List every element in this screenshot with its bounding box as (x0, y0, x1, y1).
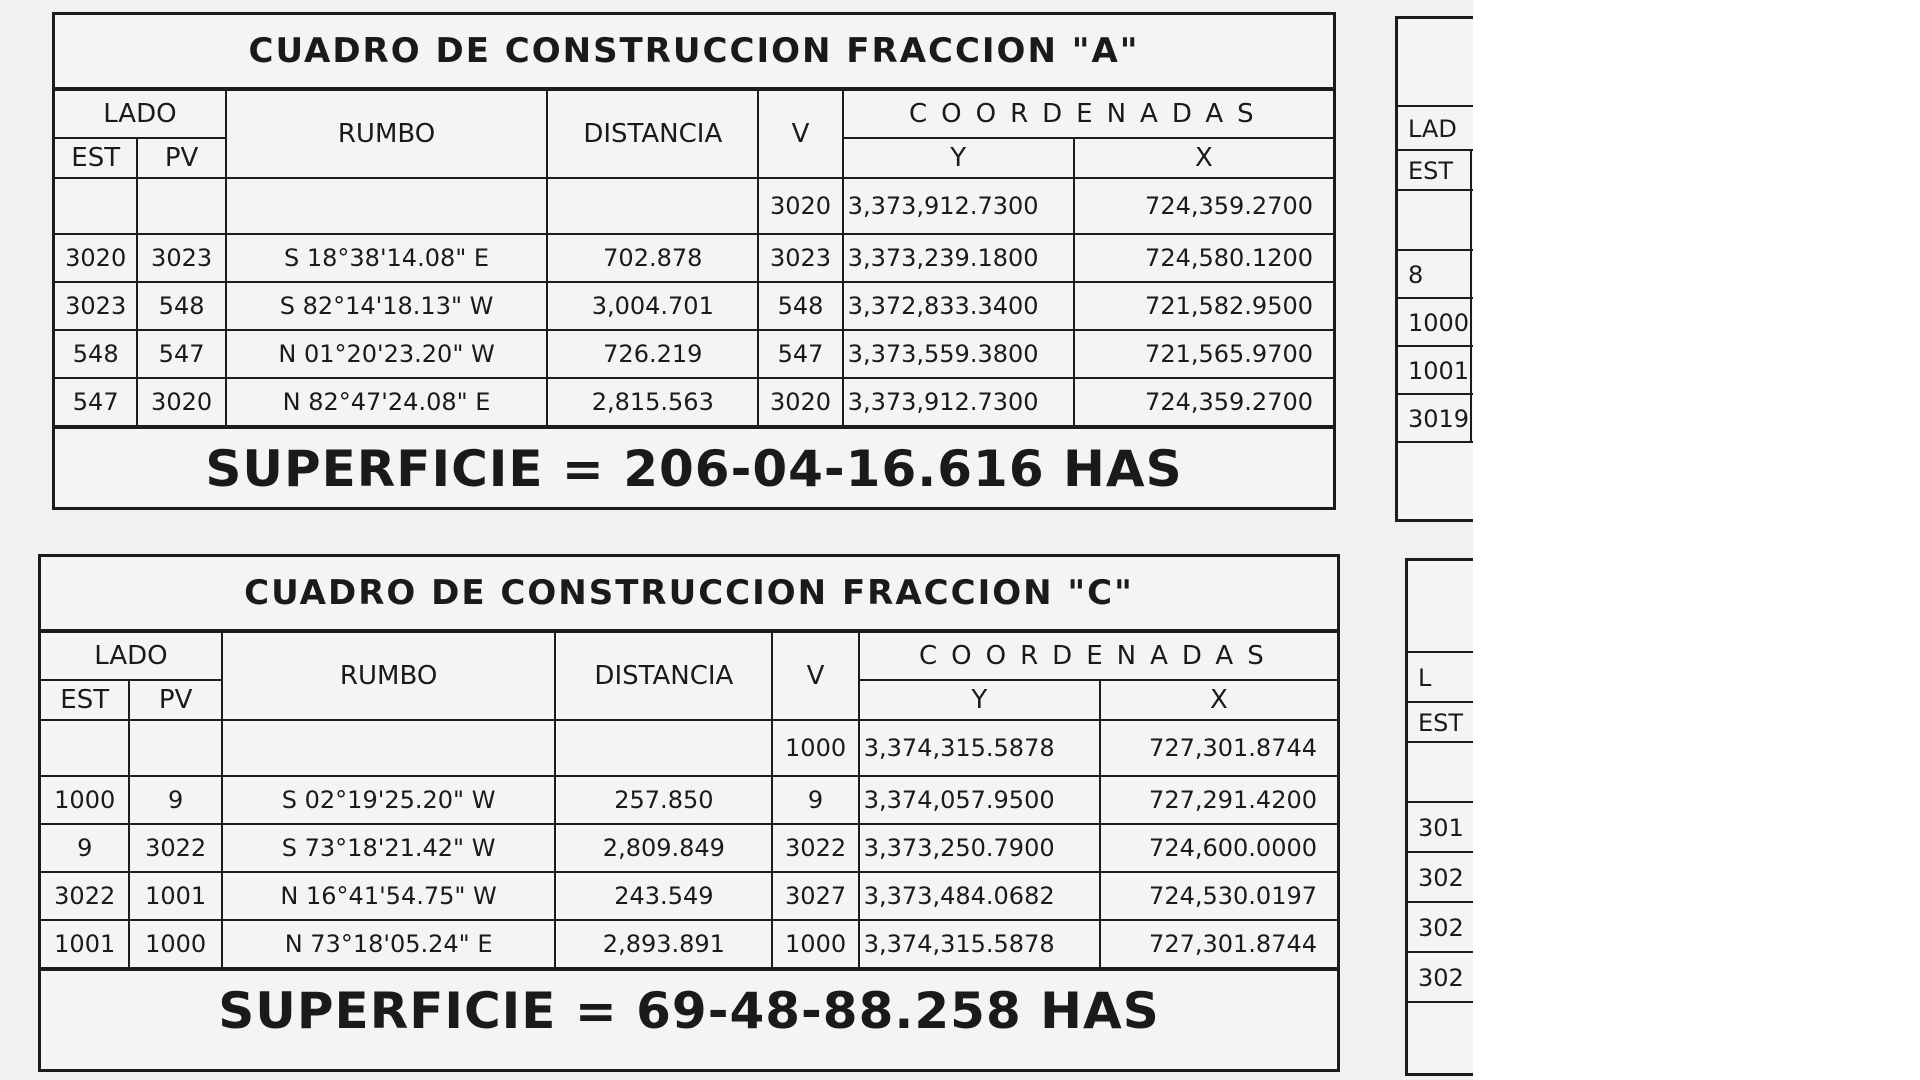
x-header: X (1074, 138, 1333, 178)
partial-row: 302 (1408, 901, 1473, 951)
y-cell: 3,373,912.7300 (843, 178, 1074, 234)
table-row (41, 824, 1337, 872)
partial-lado-header: L (1408, 651, 1473, 701)
x-cell: 721,582.9500 (1074, 282, 1333, 330)
y-cell: 3,373,239.1800 (843, 234, 1074, 282)
partial-row: 302 (1408, 951, 1473, 1001)
partial-est-header: EST (1398, 149, 1473, 189)
x-cell: 727,301.8744 (1100, 720, 1337, 776)
partial-row: 8 (1398, 249, 1473, 297)
v-cell: 3020 (758, 178, 842, 234)
coordenadas-header: COORDENADAS (843, 90, 1333, 138)
distancia-header: DISTANCIA (555, 632, 772, 720)
pv-cell: 547 (137, 330, 225, 378)
table-a-grid (55, 89, 1333, 427)
distancia-cell (547, 178, 758, 234)
pv-cell: 3023 (137, 234, 225, 282)
est-cell: 547 (55, 378, 137, 426)
rumbo-cell: S 73°18'21.42" W (222, 824, 556, 872)
partial-table-bottom (1405, 558, 1473, 1076)
x-cell: 724,580.1200 (1074, 234, 1333, 282)
pv-cell (137, 178, 225, 234)
x-cell: 724,530.0197 (1100, 872, 1337, 920)
coordenadas-header: COORDENADAS (859, 632, 1337, 680)
rumbo-cell: N 82°47'24.08" E (226, 378, 548, 426)
partial-row: 3019 (1398, 393, 1473, 441)
rumbo-cell: S 18°38'14.08" E (226, 234, 548, 282)
pv-cell (129, 720, 221, 776)
superficie-c: SUPERFICIE = 69-48-88.258 HAS (41, 969, 1337, 1051)
table-row (41, 920, 1337, 968)
distancia-cell: 2,815.563 (547, 378, 758, 426)
table-row (41, 776, 1337, 824)
distancia-cell: 702.878 (547, 234, 758, 282)
v-cell: 3027 (772, 872, 858, 920)
distancia-cell: 3,004.701 (547, 282, 758, 330)
distancia-header: DISTANCIA (547, 90, 758, 178)
pv-cell: 9 (129, 776, 221, 824)
y-cell: 3,373,484.0682 (859, 872, 1100, 920)
rumbo-cell (222, 720, 556, 776)
table-row (55, 178, 1333, 234)
est-cell (41, 720, 129, 776)
rumbo-header: RUMBO (226, 90, 548, 178)
rumbo-header: RUMBO (222, 632, 556, 720)
lado-header: LADO (55, 90, 226, 138)
pv-cell: 1000 (129, 920, 221, 968)
partial-row: 302 (1408, 851, 1473, 901)
distancia-cell: 2,809.849 (555, 824, 772, 872)
x-cell: 724,600.0000 (1100, 824, 1337, 872)
y-cell: 3,372,833.3400 (843, 282, 1074, 330)
y-cell: 3,374,315.5878 (859, 720, 1100, 776)
partial-empty-row (1398, 189, 1473, 249)
est-cell: 9 (41, 824, 129, 872)
x-cell: 721,565.9700 (1074, 330, 1333, 378)
v-cell: 9 (772, 776, 858, 824)
partial-footer (1408, 1001, 1473, 1073)
distancia-cell: 257.850 (555, 776, 772, 824)
est-cell: 1000 (41, 776, 129, 824)
rumbo-cell (226, 178, 548, 234)
v-header: V (772, 632, 858, 720)
table-c-title: CUADRO DE CONSTRUCCION FRACCION "C" (41, 557, 1337, 631)
construction-table-a (52, 12, 1336, 510)
v-cell: 1000 (772, 920, 858, 968)
distancia-cell (555, 720, 772, 776)
distancia-cell: 726.219 (547, 330, 758, 378)
partial-row: 301 (1408, 801, 1473, 851)
est-cell: 1001 (41, 920, 129, 968)
y-header: Y (859, 680, 1100, 720)
table-row (55, 378, 1333, 426)
est-cell: 3020 (55, 234, 137, 282)
v-cell: 1000 (772, 720, 858, 776)
x-cell: 727,301.8744 (1100, 920, 1337, 968)
partial-lado-header: LAD (1398, 105, 1473, 149)
est-cell (55, 178, 137, 234)
table-row (55, 234, 1333, 282)
est-cell: 548 (55, 330, 137, 378)
v-cell: 3022 (772, 824, 858, 872)
partial-footer (1398, 441, 1473, 519)
construction-table-c (38, 554, 1340, 1072)
distancia-cell: 243.549 (555, 872, 772, 920)
x-cell: 727,291.4200 (1100, 776, 1337, 824)
x-cell: 724,359.2700 (1074, 178, 1333, 234)
partial-row: 1001 (1398, 345, 1473, 393)
pv-header: PV (137, 138, 225, 178)
table-row (41, 720, 1337, 776)
est-cell: 3023 (55, 282, 137, 330)
distancia-cell: 2,893.891 (555, 920, 772, 968)
est-header: EST (55, 138, 137, 178)
v-cell: 548 (758, 282, 842, 330)
y-cell: 3,374,315.5878 (859, 920, 1100, 968)
rumbo-cell: S 02°19'25.20" W (222, 776, 556, 824)
y-cell: 3,373,912.7300 (843, 378, 1074, 426)
table-row (41, 872, 1337, 920)
x-header: X (1100, 680, 1337, 720)
y-cell: 3,373,559.3800 (843, 330, 1074, 378)
est-cell: 3022 (41, 872, 129, 920)
partial-row: 1000 (1398, 297, 1473, 345)
pv-cell: 548 (137, 282, 225, 330)
table-a-title: CUADRO DE CONSTRUCCION FRACCION "A" (55, 15, 1333, 89)
v-cell: 3020 (758, 378, 842, 426)
y-header: Y (843, 138, 1074, 178)
pv-cell: 1001 (129, 872, 221, 920)
pv-header: PV (129, 680, 221, 720)
v-cell: 3023 (758, 234, 842, 282)
partial-est-header: EST (1408, 701, 1473, 741)
pv-cell: 3022 (129, 824, 221, 872)
partial-empty-row (1408, 741, 1473, 801)
table-row (55, 330, 1333, 378)
partial-table-top (1395, 16, 1473, 522)
lado-header: LADO (41, 632, 222, 680)
partial-divider (1470, 149, 1472, 441)
table-c-grid (41, 631, 1337, 969)
v-header: V (758, 90, 842, 178)
rumbo-cell: N 73°18'05.24" E (222, 920, 556, 968)
rumbo-cell: N 16°41'54.75" W (222, 872, 556, 920)
pv-cell: 3020 (137, 378, 225, 426)
y-cell: 3,373,250.7900 (859, 824, 1100, 872)
rumbo-cell: S 82°14'18.13" W (226, 282, 548, 330)
est-header: EST (41, 680, 129, 720)
y-cell: 3,374,057.9500 (859, 776, 1100, 824)
superficie-a: SUPERFICIE = 206-04-16.616 HAS (55, 427, 1333, 509)
table-row (55, 282, 1333, 330)
v-cell: 547 (758, 330, 842, 378)
x-cell: 724,359.2700 (1074, 378, 1333, 426)
rumbo-cell: N 01°20'23.20" W (226, 330, 548, 378)
